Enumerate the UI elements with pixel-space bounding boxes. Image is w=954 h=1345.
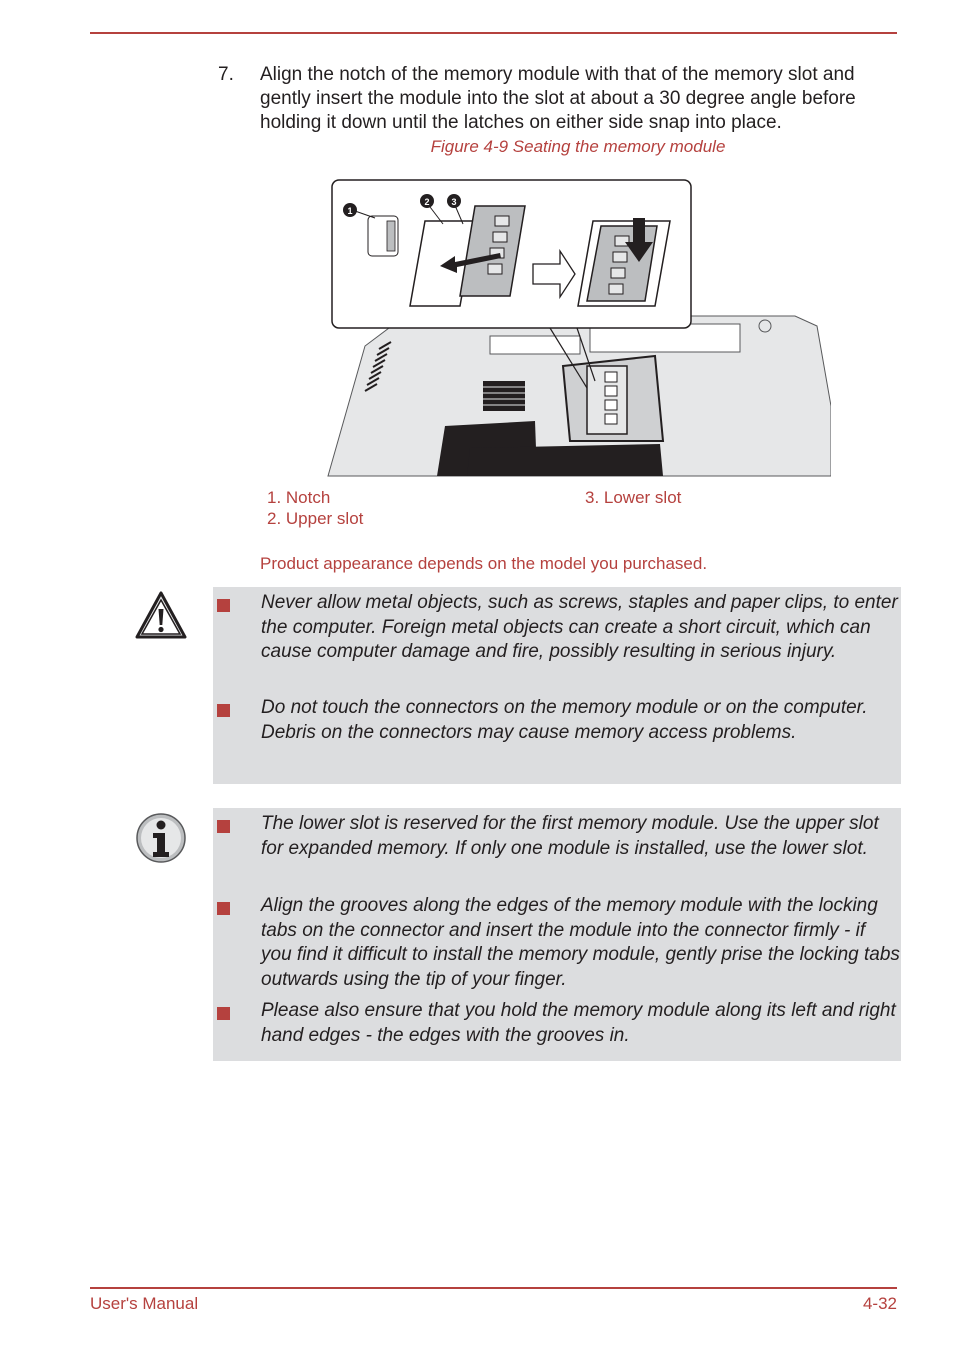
warning-triangle-icon <box>135 590 187 642</box>
bullet-marker <box>217 599 230 612</box>
warning-text: Do not touch the connectors on the memory module or on the computer. Debris on the connectors may cause memory access problems. <box>261 697 868 743</box>
info-text: The lower slot is reserved for the first memory module. Use the upper slot for expanded memory. If only one module is installed, use the lower slot. <box>261 813 879 859</box>
bullet-marker <box>217 902 230 915</box>
info-box <box>213 808 901 1061</box>
product-appearance-note: Product appearance depends on the model you purchased. <box>260 554 708 573</box>
header-rule <box>90 32 897 34</box>
figure-caption: Figure 4-9 Seating the memory module <box>430 137 726 156</box>
footer-rule <box>90 1287 897 1289</box>
legend-lower-slot: 3. Lower slot <box>585 488 682 507</box>
memory-module-figure <box>325 176 831 478</box>
warning-box <box>213 587 901 784</box>
memory-module-illustration <box>325 176 831 478</box>
info-icon <box>135 812 187 864</box>
step-number: 7. <box>218 64 234 85</box>
callout-3: 3 <box>451 197 457 207</box>
page-number: 4-32 <box>862 1294 897 1313</box>
bullet-marker <box>217 820 230 833</box>
callout-2: 2 <box>424 197 430 207</box>
bullet-marker <box>217 704 230 717</box>
info-text: Please also ensure that you hold the memory module along its left and right hand edges - the edges with the grooves in. <box>261 1000 896 1046</box>
legend-upper-slot: 2. Upper slot <box>267 509 364 528</box>
bullet-marker <box>217 1007 230 1020</box>
warning-text: Never allow metal objects, such as screws, staples and paper clips, to enter the computer. Foreign metal objects can create a short circuit, which can cause computer damage and fire, possibly resulting in serious injury. <box>261 592 898 662</box>
step-text: Align the notch of the memory module with that of the memory slot and gently insert the module into the slot at about a 30 degree angle before holding it down until the latches on either side snap into place. <box>260 64 856 133</box>
legend-notch: 1. Notch <box>267 488 331 507</box>
footer-manual-title: User's Manual <box>90 1294 199 1313</box>
callout-1: 1 <box>347 206 353 216</box>
info-text: Align the grooves along the edges of the memory module with the locking tabs on the connector and insert the module into the connector firmly - if you find it difficult to install the memory module, gently prise the locking tabs outwards using the tip of your finger. <box>261 895 900 990</box>
